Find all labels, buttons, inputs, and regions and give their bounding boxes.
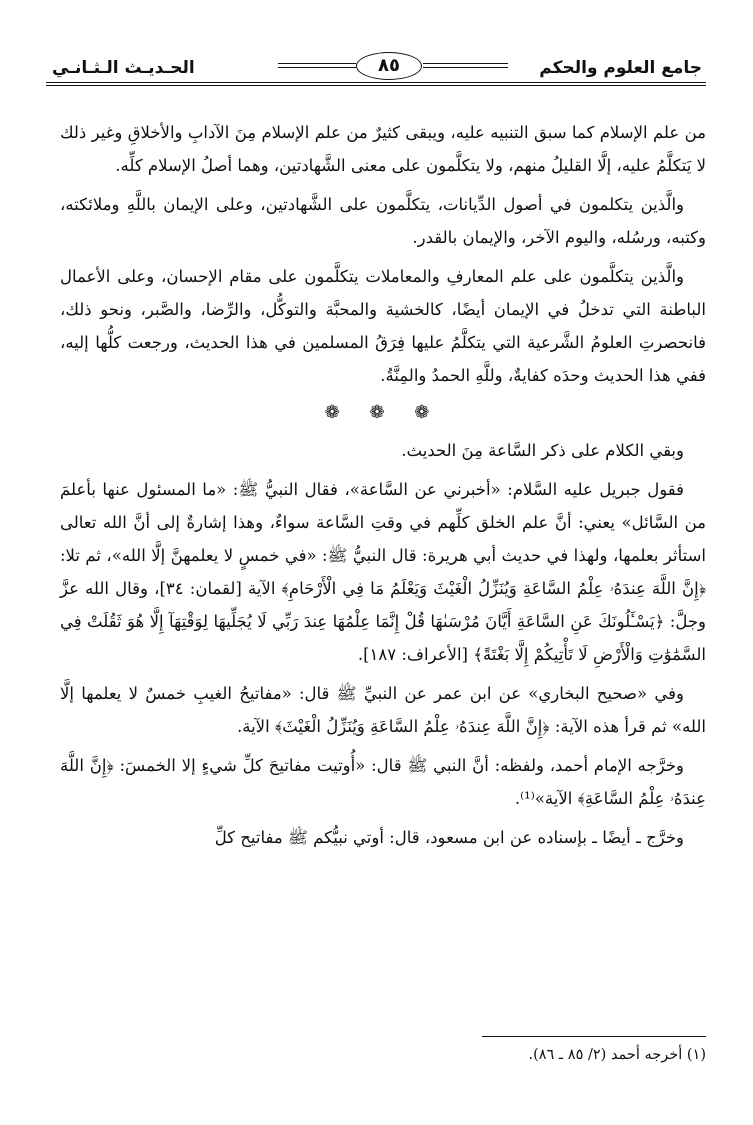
- footnote: (١) أخرجه أحمد (٢/ ٨٥ ـ ٨٦).: [528, 1047, 706, 1063]
- paragraph: وخرَّجه الإمام أحمد، ولفظه: أنَّ النبي ﷺ قال: «أُوتيت مفاتيحَ كلِّ شيءٍ إلا الخمسَ: ﴿إِنَّ اللَّهَ عِندَهُۥ عِلْمُ السَّاعَةِ﴾ الآية»⁽¹⁾.: [60, 756, 706, 808]
- page-number: ٨٥: [356, 52, 422, 80]
- footnote-rule: [482, 1036, 706, 1037]
- ornament-line: [423, 67, 508, 68]
- paragraph: وبقي الكلام على ذكر السَّاعة مِنَ الحديث.: [401, 441, 684, 460]
- header-rule: [46, 82, 706, 83]
- chapter-title: الحـديـث الـثـانـي: [52, 58, 195, 78]
- paragraph: وخرَّج ـ أيضًا ـ بإسناده عن ابن مسعود، قال: أوتي نبيُّكم ﷺ مفاتيح كلِّ: [214, 828, 684, 847]
- page-header: [46, 46, 706, 86]
- book-title: جامع العلوم والحكم: [539, 58, 702, 78]
- paragraph: والَّذين يتكلَّمون على علم المعارفِ والمعاملات يتكلَّمون على مقام الإحسان، وعلى الأعمال الباطنة التي تدخلُ في الإيمان أيضًا، كالخشية والمحبَّة والتوكُّل، والرِّضا، والصَّبر، ونحو ذلك، فانحصرتِ العلومُ الشَّرعية التي يتكلَّمُ عليها فِرَقُ المسلمين في هذا الحديث، ورجعت كلُّها إليه، ففي هذا الحديث وحدَه كفايةٌ، وللَّهِ الحمدُ والمِنَّةُ.: [60, 267, 706, 385]
- section-separator: ❁ ❁ ❁: [324, 402, 442, 423]
- paragraph: فقول جبريل عليه السَّلام: «أخبرني عن السَّاعة»، فقال النبيُّ ﷺ: «ما المسئول عنها بأعلمَ من السَّائل» يعني: أنَّ علم الخلق كلِّهم في وقتِ السَّاعة سواءٌ، وهذا إشارةٌ إلى أنَّ الله تعالى استأثر بعلمها، ولهذا في حديث أبي هريرة: قال النبيُّ ﷺ: «في خمسٍ لا يعلمهنَّ إلَّا الله»، ثم تلا: ﴿إِنَّ اللَّهَ عِندَهُۥ عِلْمُ السَّاعَةِ وَيُنَزِّلُ الْغَيْثَ وَيَعْلَمُ مَا فِي الْأَرْحَامِ﴾ الآية [لقمان: ٣٤]، وقال الله عزَّ وجلَّ: ﴿يَسْـَٔلُونَكَ عَنِ السَّاعَةِ أَيَّانَ مُرْسَىٰهَا قُلْ إِنَّمَا عِلْمُهَا عِندَ رَبِّي لَا يُجَلِّيهَا لِوَقْتِهَآ إِلَّا هُوَ ثَقُلَتْ فِي السَّمَٰوَٰتِ وَالْأَرْضِ لَا تَأْتِيكُمْ إِلَّا بَغْتَةً﴾ [الأعراف: ١٨٧].: [60, 480, 706, 664]
- ornament-line: [278, 63, 356, 64]
- paragraph: وفي «صحيح البخاري» عن ابن عمر عن النبيِّ ﷺ قال: «مفاتيحُ الغيبِ خمسٌ لا يعلمها إلَّا الله» ثم قرأ هذه الآية: ﴿إِنَّ اللَّهَ عِندَهُۥ عِلْمُ السَّاعَةِ وَيُنَزِّلُ الْغَيْثَ﴾ الآية.: [60, 684, 706, 736]
- ornament-line: [423, 63, 508, 64]
- main-text: [60, 116, 706, 860]
- paragraph: من علم الإسلام كما سبق التنبيه عليه، ويبقى كثيرٌ من علم الإسلام مِنَ الآدابِ والأخلاقِ وغير ذلك لا يَتكلَّمُ عليه، إلَّا القليلُ منهم، ولا يتكلَّمون على معنى الشَّهادتين، وهما أصلُ الإسلام كلِّه.: [60, 123, 706, 175]
- page-number-ornament: [278, 52, 508, 80]
- ornament-line: [278, 67, 356, 68]
- header-rule: [46, 85, 706, 86]
- paragraph: والَّذين يتكلمون في أصول الدِّيانات، يتكلَّمون على الشَّهادتين، وعلى الإيمان باللَّهِ وملائكته، وكتبه، ورسُله، واليوم الآخر، والإيمان بالقدر.: [60, 195, 706, 247]
